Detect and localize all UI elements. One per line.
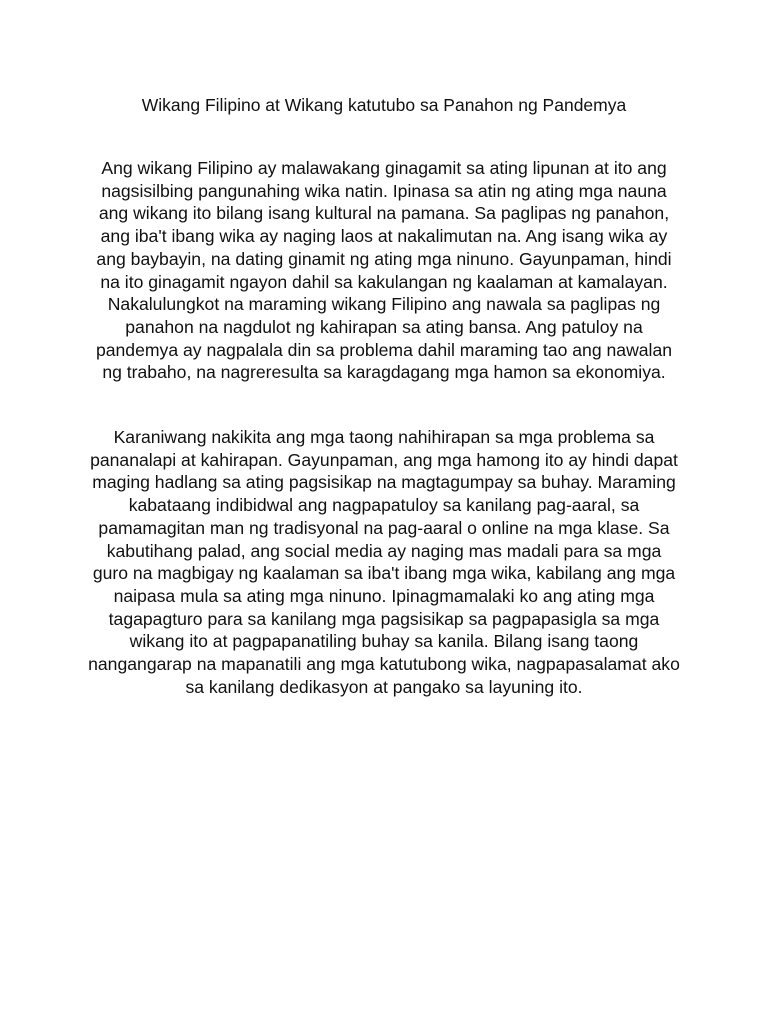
paragraph-2: Karaniwang nakikita ang mga taong nahihirapan sa mga problema sa pananalapi at kahirapan. Gayunpaman, ang mga hamong ito ay hindi dapat maging hadlang sa ating pagsisikap na magtagumpay sa buhay. Maraming kabataang indibidwal ang nagpapatuloy sa kanilang pag-aaral, sa pamamagitan man ng tradisyonal na pag-aaral o online na mga klase. Sa kabutihang palad, ang social media ay naging mas madali para sa mga guro na magbigay ng kaalaman sa iba't ibang mga wika, kabilang ang mga naipasa mula sa ating mga ninuno. Ipinagmamalaki ko ang ating mga tagapagturo para sa kanilang mga pagsisikap sa pagpapasigla sa mga wikang ito at pagpapanatiling buhay sa kanila. Bilang isang taong nangangarap na mapanatili ang mga katutubong wika, nagpapasalamat ako sa kanilang dedikasyon at pangako sa layuning ito.: [88, 427, 680, 697]
document-title: Wikang Filipino at Wikang katutubo sa Panahon ng Pandemya: [141, 95, 627, 115]
paragraph-1: Ang wikang Filipino ay malawakang ginagamit sa ating lipunan at ito ang nagsisilbing pangunahing wika natin. Ipinasa sa atin ng ating mga nauna ang wikang ito bilang isang kultural na pamana. Sa paglipas ng panahon, ang iba't ibang wika ay naging laos at nakalimutan na. Ang isang wika ay ang baybayin, na dating ginamit ng ating mga ninuno. Gayunpaman, hindi na ito ginagamit ngayon dahil sa kakulangan ng kaalaman at kamalayan. Nakalulungkot na maraming wikang Filipino ang nawala sa paglipas ng panahon na nagdulot ng kahirapan sa ating bansa. Ang patuloy na pandemya ay nagpalala din sa problema dahil maraming tao ang nawalan ng trabaho, na nagreresulta sa karagdagang mga hamon sa ekonomiya.: [95, 158, 673, 383]
